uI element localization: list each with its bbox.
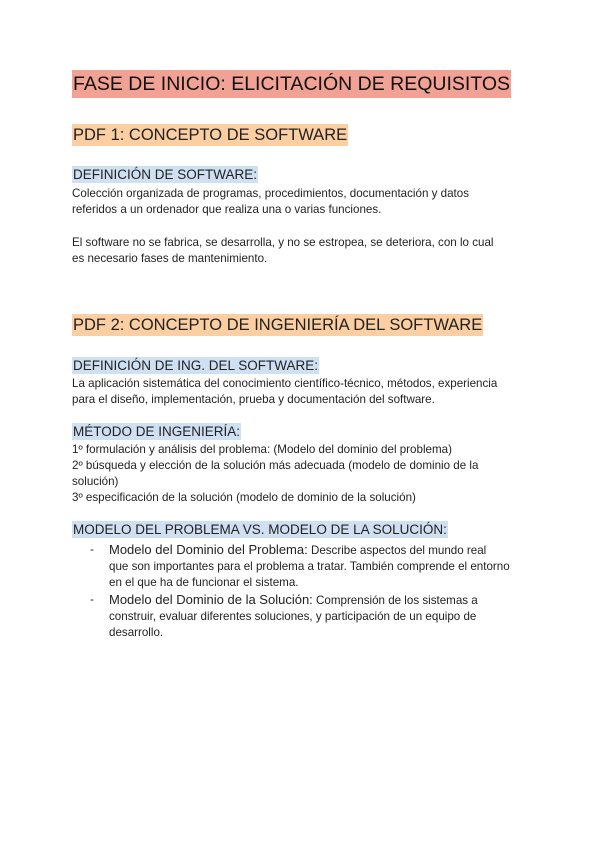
bullet-dash: -	[90, 543, 94, 556]
method-step: solución)	[72, 475, 119, 488]
bullet-term: Modelo del Dominio de la Solución:	[109, 592, 313, 607]
method-steps	[72, 442, 532, 506]
section2-subheading-models: MODELO DEL PROBLEMA VS. MODELO DE LA SOLUCIÓN:	[73, 522, 447, 537]
section2-subheading-definition: DEFINICIÓN DE ING. DEL SOFTWARE:	[73, 358, 319, 373]
text-line: construir, evaluar diferentes soluciones, y participación de un equipo de	[109, 610, 477, 623]
section1-paragraph-2	[72, 235, 532, 267]
document-title: FASE DE INICIO: ELICITACIÓN DE REQUISITOS	[72, 70, 511, 98]
text-line: La aplicación sistemática del conocimiento científico-técnico, métodos, experiencia	[72, 377, 498, 390]
bullet-text: Comprensión de los sistemas a	[312, 594, 478, 607]
section1-paragraph-1	[72, 186, 532, 218]
method-step: 2º búsqueda y elección de la solución más adecuada (modelo de dominio de la	[72, 459, 479, 472]
text-line: es necesario fases de mantenimiento.	[72, 252, 268, 265]
text-line: El software no se fabrica, se desarrolla, y no se estropea, se deteriora, con lo cual	[72, 236, 494, 249]
method-step: 3º especificación de la solución (modelo de dominio de la solución)	[72, 491, 416, 504]
section2-heading: PDF 2: CONCEPTO DE INGENIERÍA DEL SOFTWARE	[73, 316, 483, 334]
section1-subheading: DEFINICIÓN DE SOFTWARE:	[73, 167, 258, 182]
method-step: 1º formulación y análisis del problema: (Modelo del dominio del problema)	[72, 443, 452, 456]
text-line: Colección organizada de programas, procedimientos, documentación y datos	[72, 187, 469, 200]
text-line: para el diseño, implementación, prueba y documentación del software.	[72, 393, 435, 406]
text-line: referidos a un ordenador que realiza una o varias funciones.	[72, 203, 382, 216]
bullet-text: Describe aspectos del mundo real	[307, 544, 487, 557]
section2-subheading-method: MÉTODO DE INGENIERÍA:	[73, 424, 241, 439]
text-line: en el que ha de funcionar el sistema.	[109, 576, 299, 589]
text-line: desarrollo.	[109, 626, 164, 639]
section2-paragraph-definition	[72, 376, 532, 408]
text-line: que son importantes para el problema a tratar. También comprende el entorno	[109, 560, 510, 573]
section1-heading: PDF 1: CONCEPTO DE SOFTWARE	[73, 126, 348, 144]
bullet-dash: -	[90, 593, 94, 606]
bullet-term: Modelo del Dominio del Problema:	[109, 542, 308, 557]
